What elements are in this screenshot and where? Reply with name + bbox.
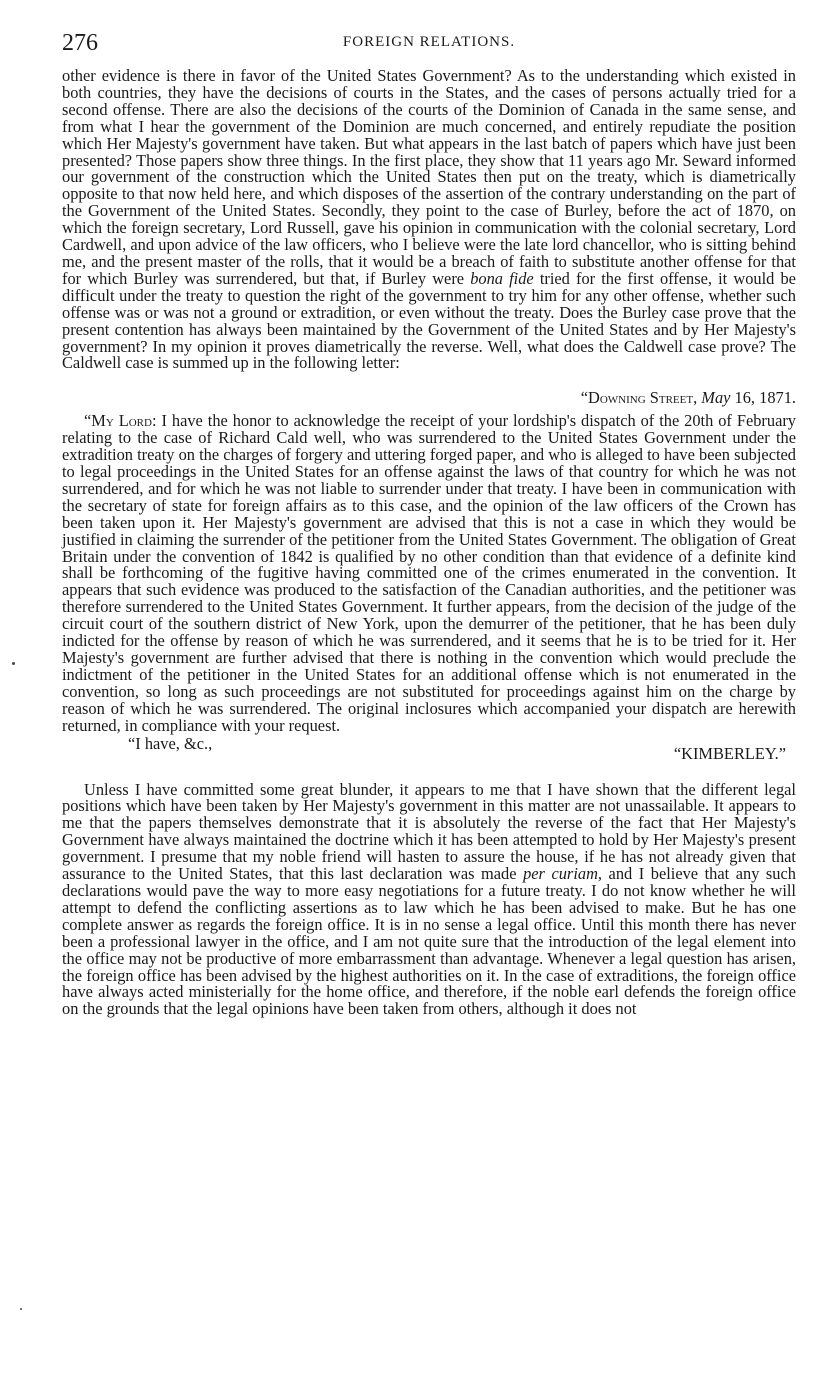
- dateline-place: “Downing Street,: [580, 388, 698, 408]
- closing-valediction: “I have, &c.,: [128, 733, 213, 753]
- paragraph-1-rest: tried for the first offense, it would be difficult under the treaty to question the right of the government to try him for any other offense, whether such offense was or was not a ground or extradition, or even without the treaty. Does the Burley case prove that the present contention has always been maintained by the Government of the United States and by Her Majesty's government? In my opinion it proves diametrically the reverse. Well, what does the Caldwell case prove? The Caldwell case is summed up in the following letter:: [62, 268, 796, 373]
- paragraph-last-text: Unless I have committed some great blunder, it appears to me that I have shown that the different legal positions which have been taken by Her Majesty's government in this matter are not unassailable. It appears to me that the papers themselves demonstrate that it is absolutely the reverse of the fact that Her Majesty's Government have always maintained the doctrine which it has been attempted to hold by Her Majesty's present government. I presume that my noble friend will hasten to assure the house, if he has not already given that assurance to the United States, that this last declaration was made: [62, 779, 796, 884]
- letter-closing: [62, 735, 796, 765]
- paragraph-1-text: other evidence is there in favor of the United States Government? As to the understanding which existed in both countries, they have the decisions of courts in the States, and the cases of persons actually tried for a second offense. There are also the decisions of the courts of the Dominion of Canada in the same sense, and from what I hear the government of the Dominion are much concerned, and entirely repudiate the position which Her Majesty's government have taken. But what appears in the last batch of papers which have just been presented? Those papers show three things. In the first place, they show that 11 years ago Mr. Seward informed our government of the construction which the United States then put on the treaty, which is diametrically opposite to that now held here, and which disposes of the assertion of the contrary understanding on the part of the Government of the United States. Secondly, they point to the case of Burley, before the act of 1870, on which the foreign secretary, Lord Russell, gave his opinion in communication with the colonial secretary, Lord Cardwell, and upon advice of the law officers, who I believe were the late lord chancellor, who is sitting behind me, and the present master of the rolls, that it would be a breach of faith to substitute another offense for that for which Burley was surrendered, but that, if Burley were: [62, 66, 796, 288]
- paragraph-last-rest: and I believe that any such declarations would pave the way to more easy negotiations for a future treaty. I do not know whether he will attempt to defend the conflicting assertions as to law which he has been advised to make. But he has one complete answer as regards the foreign office. It is in no sense a legal office. Until this month there has never been a professional lawyer in the office, and I am not quite sure that the introduction of the legal element into the office may not be productive of more embarrassment than advantage. Whenever a legal question has arisen, the foreign office has been advised by the highest authorities on it. In the case of extraditions, the foreign office have always acted ministerially for the home office, and therefore, if the noble earl defends the foreign office on the grounds that the legal opinions have been taken from others, although it does not: [62, 864, 796, 1019]
- dateline-month: May: [701, 388, 731, 408]
- running-title: FOREIGN RELATIONS.: [342, 34, 516, 50]
- letter-body: [62, 413, 796, 734]
- letter-dateline: [62, 389, 796, 406]
- letter-salutation: “My Lord:: [84, 411, 157, 431]
- letter-text: I have the honor to acknowledge the receipt of your lordship's dispatch of the 20th of February relating to the case of Richard Cald well, who was surrendered to the United States Government under the extradition treaty on the charges of forgery and uttering forged paper, and who is alleged to have been subjected to legal proceedings in the United States for an offense against the laws of that country for which he was not surrendered, and for which he was not liable to surrender under that treaty. I have been in communication with the secretary of state for foreign affairs as to this case, and the opinion of the law officers of the Crown has been taken upon it. Her Majesty's government are advised that this is not a case in which they would be justified in claiming the surrender of the petitioner from the United States Government. The obligation of Great Britain under the convention of 1842 is qualified by no other condition than that evidence of a definite kind shall be forthcoming of the fugitive having committed one of the crimes enumerated in the convention. It appears that such evidence was produced to the satisfaction of the Canadian authorities, and the petitioner was therefore surrendered to the United States Government. It further appears, from the decision of the judge of the circuit court of the southern district of New York, upon the demurrer of the petitioner, that he has been duly indicted for the offense by reason of which he was surrendered, and it seems that he is to be tried for it. Her Majesty's government are further advised that there is nothing in the convention which would preclude the indictment of the petitioner in the United States for an additional offense which is not enumerated in the convention, so long as such proceedings are not substituted for proceedings against him on the charge by reason of which he was surrendered. The original inclosures which accompanied your dispatch are herewith returned, in compliance with your request.: [62, 411, 796, 735]
- body-paragraph-1: [62, 68, 796, 372]
- dateline-date: 16, 1871.: [734, 388, 796, 408]
- scan-speck: [20, 1308, 22, 1310]
- running-head: [62, 26, 796, 56]
- paragraph-1-italic: bona fide: [470, 268, 534, 288]
- scan-speck: [12, 662, 15, 665]
- paragraph-last-italic: per curiam,: [523, 864, 602, 884]
- closing-signature: “KIMBERLEY.”: [673, 743, 786, 763]
- page-number: 276: [62, 30, 98, 56]
- body-paragraph-last: [62, 779, 796, 1019]
- document-page: [62, 26, 796, 1018]
